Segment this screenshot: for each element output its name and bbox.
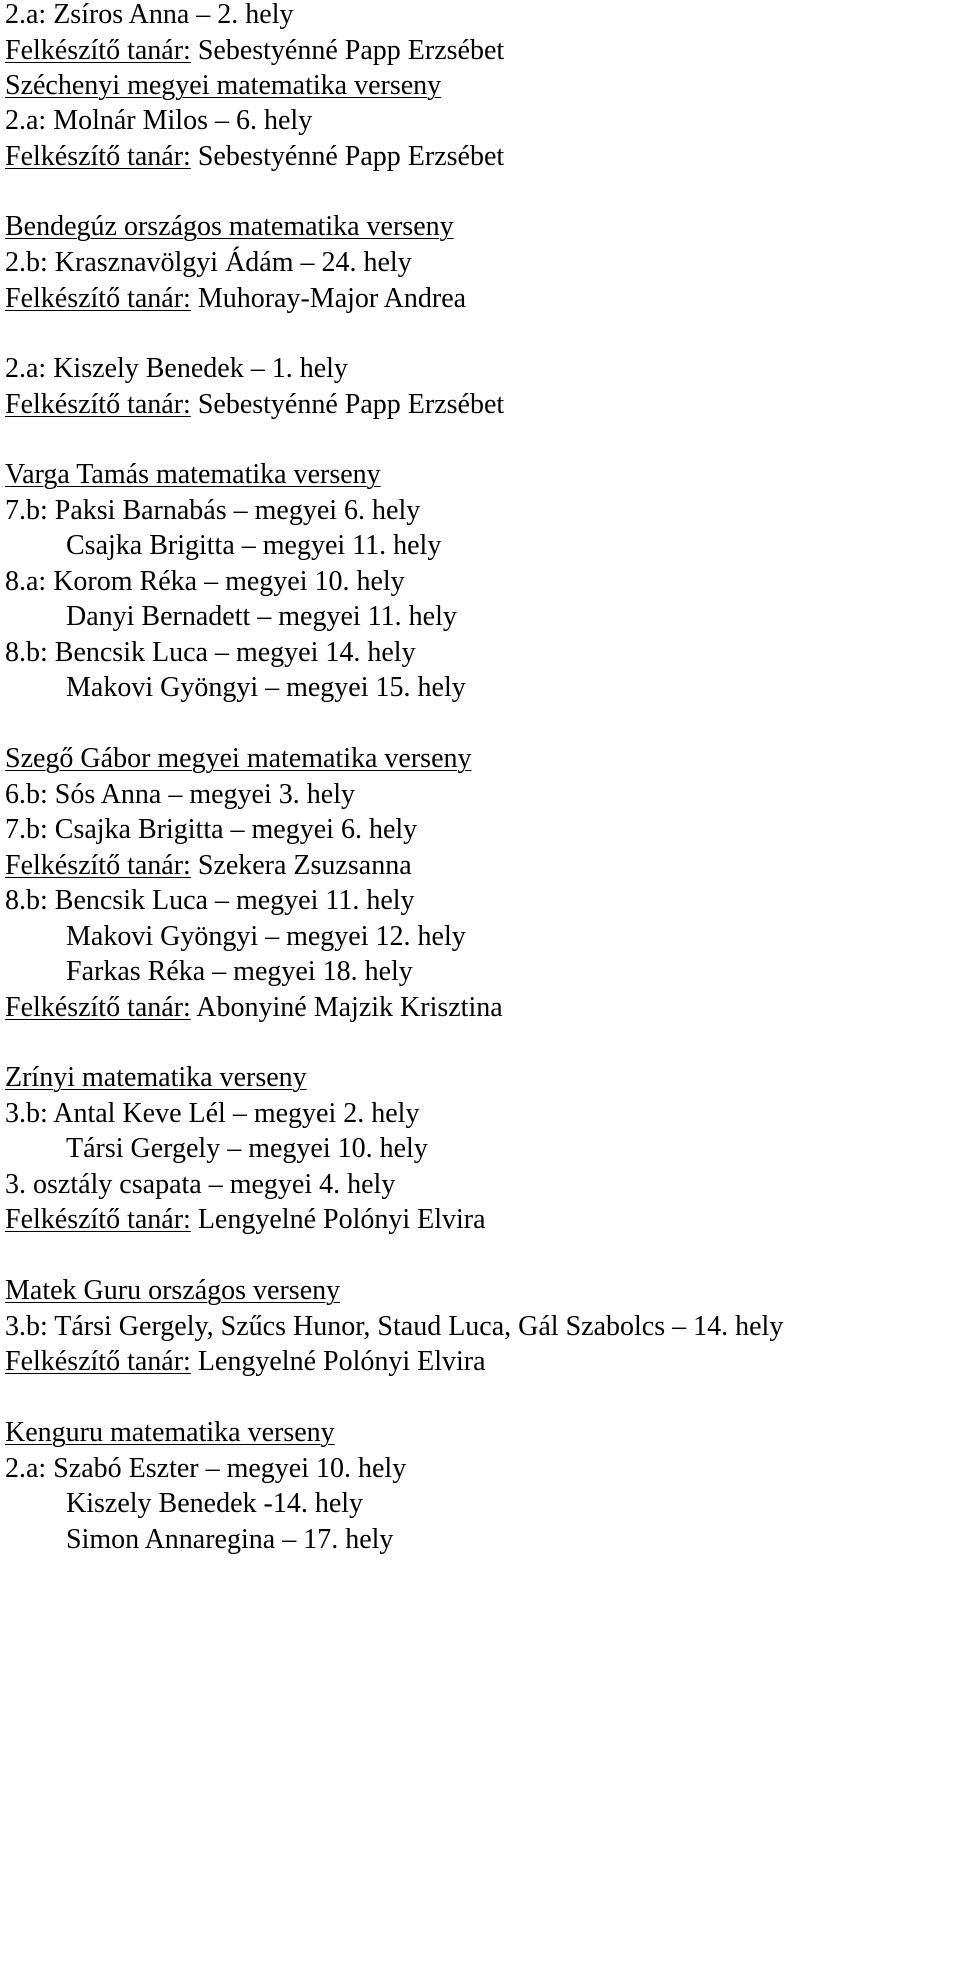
teacher-label: Felkészítő tanár: xyxy=(5,283,191,314)
teacher-line xyxy=(5,988,503,1028)
teacher-label: Felkészítő tanár: xyxy=(5,389,191,420)
result-entry-indented: Társi Gergely – megyei 10. hely xyxy=(66,1133,428,1164)
competition-heading: Varga Tamás matematika verseny xyxy=(5,459,381,490)
result-entry-indented: Farkas Réka – megyei 18. hely xyxy=(66,956,413,987)
result-entry-indented: Csajka Brigitta – megyei 11. hely xyxy=(66,530,442,561)
result-entry: 2.a: Kiszely Benedek – 1. hely xyxy=(5,353,348,384)
teacher-name: Muhoray-Major Andrea xyxy=(190,283,467,314)
result-entry: 2.b: Krasznavölgyi Ádám – 24. hely xyxy=(5,247,412,278)
result-entry: 7.b: Csajka Brigitta – megyei 6. hely xyxy=(5,814,418,845)
teacher-line xyxy=(5,137,504,177)
result-entry: 2.a: Zsíros Anna – 2. hely xyxy=(5,0,294,30)
result-entry: 8.a: Korom Réka – megyei 10. hely xyxy=(5,566,405,597)
result-entry-indented: Makovi Gyöngyi – megyei 12. hely xyxy=(66,921,466,952)
teacher-label: Felkészítő tanár: xyxy=(5,1346,191,1377)
competition-heading: Zrínyi matematika verseny xyxy=(5,1062,307,1093)
result-entry: 3.b: Társi Gergely, Szűcs Hunor, Staud Luca, Gál Szabolcs – 14. hely xyxy=(5,1311,784,1342)
competition-heading: Kenguru matematika verseny xyxy=(5,1417,335,1448)
result-entry-indented: Kiszely Benedek -14. hely xyxy=(66,1488,364,1519)
result-entry: 8.b: Bencsik Luca – megyei 14. hely xyxy=(5,637,416,668)
result-entry: 2.a: Molnár Milos – 6. hely xyxy=(5,105,313,136)
teacher-name: Sebestyénné Papp Erzsébet xyxy=(190,389,505,420)
result-entry-indented: Simon Annaregina – 17. hely xyxy=(66,1524,394,1555)
teacher-name: Szekera Zsuzsanna xyxy=(190,850,412,881)
teacher-line xyxy=(5,1200,486,1240)
result-entry-indented: Makovi Gyöngyi – megyei 15. hely xyxy=(66,672,466,703)
teacher-label: Felkészítő tanár: xyxy=(5,850,191,881)
teacher-line xyxy=(5,385,504,425)
teacher-label: Felkészítő tanár: xyxy=(5,141,191,172)
teacher-label: Felkészítő tanár: xyxy=(5,992,191,1023)
teacher-name: Sebestyénné Papp Erzsébet xyxy=(190,141,505,172)
competition-heading: Matek Guru országos verseny xyxy=(5,1275,341,1306)
result-entry-indented: Danyi Bernadett – megyei 11. hely xyxy=(66,601,457,632)
result-entry: 7.b: Paksi Barnabás – megyei 6. hely xyxy=(5,495,421,526)
teacher-line xyxy=(5,1342,486,1382)
result-entry: 2.a: Szabó Eszter – megyei 10. hely xyxy=(5,1453,407,1484)
teacher-name: Lengyelné Polónyi Elvira xyxy=(190,1346,486,1377)
teacher-label: Felkészítő tanár: xyxy=(5,1204,191,1235)
competition-heading: Szegő Gábor megyei matematika verseny xyxy=(5,743,472,774)
teacher-line xyxy=(5,279,466,319)
teacher-name: Sebestyénné Papp Erzsébet xyxy=(190,35,505,66)
competition-heading: Széchenyi megyei matematika verseny xyxy=(5,70,442,101)
result-entry: 8.b: Bencsik Luca – megyei 11. hely xyxy=(5,885,415,916)
teacher-line xyxy=(5,31,504,71)
result-entry: 3.b: Antal Keve Lél – megyei 2. hely xyxy=(5,1098,420,1129)
teacher-name: Lengyelné Polónyi Elvira xyxy=(190,1204,486,1235)
teacher-name: Abonyiné Majzik Krisztina xyxy=(190,992,503,1023)
result-entry: 6.b: Sós Anna – megyei 3. hely xyxy=(5,779,355,810)
result-entry: 3. osztály csapata – megyei 4. hely xyxy=(5,1169,396,1200)
teacher-label: Felkészítő tanár: xyxy=(5,35,191,66)
teacher-line xyxy=(5,846,412,886)
competition-heading: Bendegúz országos matematika verseny xyxy=(5,211,454,242)
